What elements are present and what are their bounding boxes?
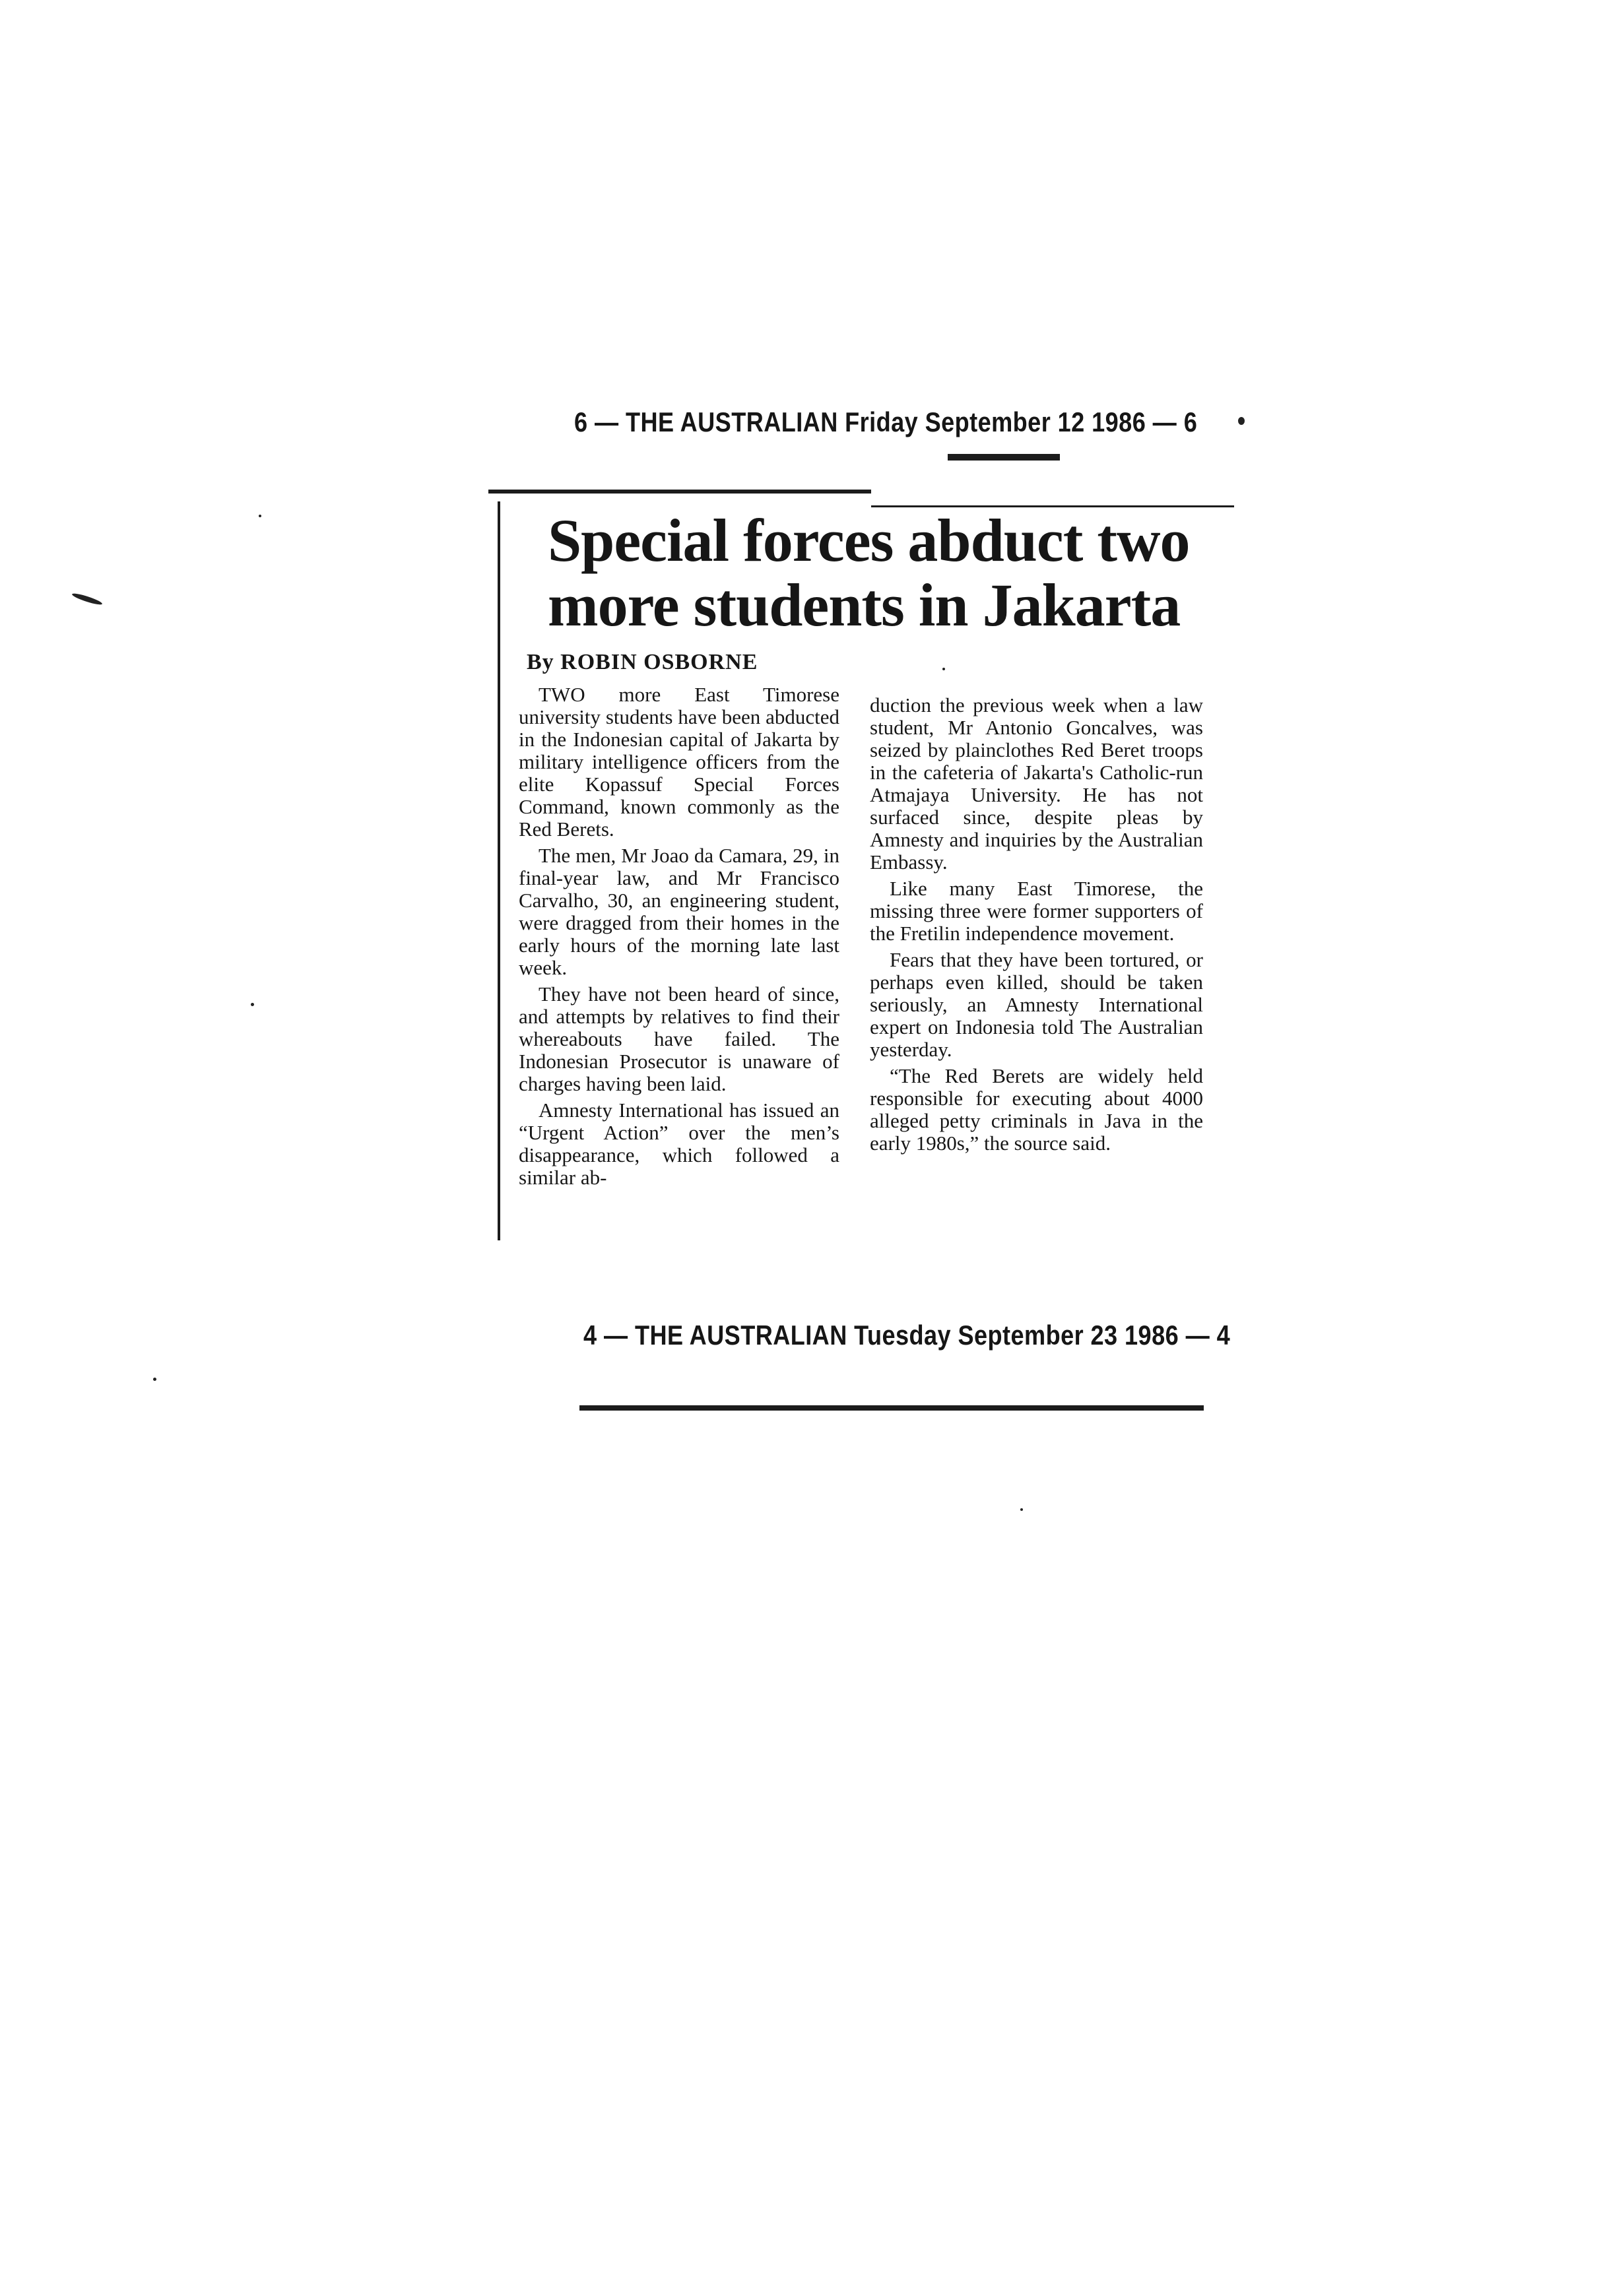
paragraph: The men, Mr Joao da Camara, 29, in final-year law, and Mr Francisco Carvalho, 30, an engineering student, were dragged from their homes in the early hours of the morning late last week. [519,844,839,979]
byline: By ROBIN OSBORNE [527,650,758,674]
scan-speck [259,515,261,517]
scan-speck [1020,1508,1023,1511]
scan-speck [251,1003,254,1006]
scan-speck [153,1378,156,1381]
headline-line-2: more students in Jakarta [548,571,1181,639]
paragraph: duction the previous week when a law student, Mr Antonio Goncalves, was seized by plainclothes Red Beret troops in the cafeteria of Jakarta's Catholic-run Atmajaya University. He has not surfaced since, despite pleas by Amnesty and inquiries by the Australian Embassy. [870,693,1203,874]
paragraph: Amnesty International has issued an “Urgent Action” over the men’s disappearance, which followed a similar ab- [519,1099,839,1189]
article-top-rule [488,490,871,494]
dateline-underline [948,454,1060,461]
paragraph: Like many East Timorese, the missing three were former supporters of the Fretilin independence movement. [870,877,1203,945]
paragraph: They have not been heard of since, and attempts by relatives to find their whereabouts have failed. The Indonesian Prosecutor is unaware of charges having been laid. [519,982,839,1095]
scan-speck [1238,417,1245,425]
dateline-bottom: 4 — THE AUSTRALIAN Tuesday September 23 1986 — 4 [583,1320,1231,1351]
article-column-left [519,684,839,1193]
headline-line-1: Special forces abduct two [548,507,1190,574]
article-column-right [870,694,1203,1159]
scan-speck [942,668,945,670]
paragraph: “The Red Berets are widely held responsible for executing about 4000 alleged petty criminals in Java in the early 1980s,” the source said. [870,1064,1203,1155]
scan-speck [71,592,103,606]
dateline-top: 6 — THE AUSTRALIAN Friday September 12 1986 — 6 [574,406,1198,437]
article-bottom-rule [579,1405,1204,1411]
article-left-rule [498,501,500,1240]
headline [548,508,1234,637]
paragraph: Fears that they have been tortured, or perhaps even killed, should be taken seriously, an Amnesty International expert on Indonesia told The Australian yesterday. [870,948,1203,1061]
paragraph: TWO more East Timorese university students have been abducted in the Indonesian capital of Jakarta by military intelligence officers from the elite Kopassuf Special Forces Command, known commonly as the Red Berets. [519,683,839,841]
